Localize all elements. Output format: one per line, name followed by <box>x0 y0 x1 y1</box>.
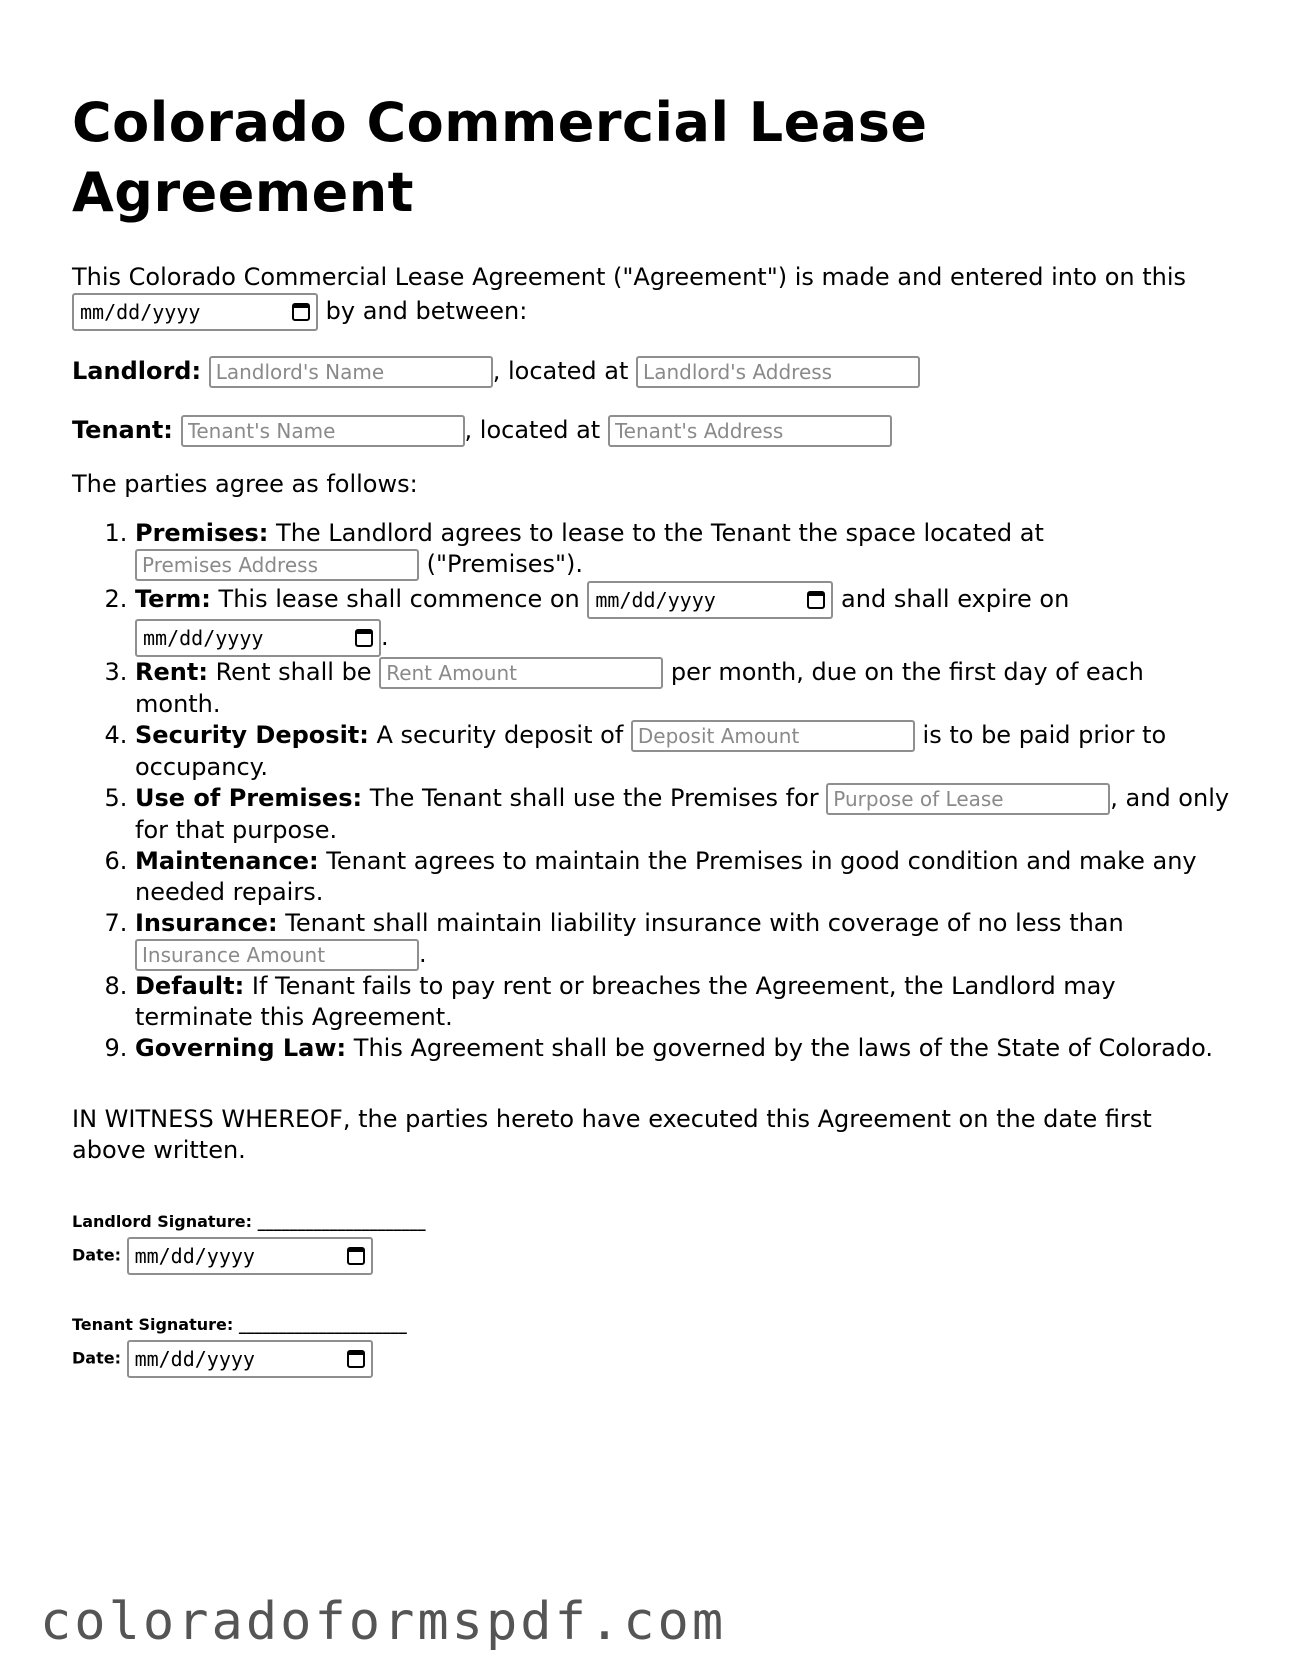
witness-paragraph: IN WITNESS WHEREOF, the parties hereto have executed this Agreement on the date first above written. <box>72 1105 1152 1164</box>
clause-security-deposit: 4. Security Deposit: A security deposit of Deposit Amount is to be paid prior to occupancy. <box>135 720 1232 783</box>
clause-premises: 1. Premises: The Landlord agrees to lease to the Tenant the space located at Premises Address ("Premises"). <box>135 518 1232 581</box>
deposit-amount-input[interactable] <box>631 720 915 752</box>
clause-term: 2. Term: This lease shall commence on mm/dd/yyyy and shall expire on mm/dd/yyyy . <box>135 581 1232 657</box>
clause-insurance: 7. Insurance: Tenant shall maintain liability insurance with coverage of no less than Insurance Amount. <box>135 908 1232 971</box>
premises-address-input[interactable] <box>135 549 419 581</box>
document-page <box>72 0 1232 1378</box>
calendar-icon[interactable] <box>347 1350 365 1368</box>
clause-rent: 3. Rent: Rent shall be Rent Amount per month, due on the first day of each month. <box>135 657 1232 720</box>
purpose-of-lease-input[interactable] <box>826 783 1110 815</box>
agreement-date-input[interactable]: mm/dd/yyyy <box>72 293 318 331</box>
landlord-signature-line: Landlord Signature: _____________________ <box>72 1212 426 1231</box>
intro-text: This Colorado Commercial Lease Agreement ("Agreement") is made and entered into on this <box>72 263 1187 291</box>
term-start-date-input[interactable]: mm/dd/yyyy <box>587 581 833 619</box>
tenant-name-input[interactable] <box>181 415 465 447</box>
page-title: Colorado Commercial Lease Agreement <box>72 91 928 224</box>
intro-paragraph <box>72 262 1232 331</box>
clause-use-of-premises: 5. Use of Premises: The Tenant shall use the Premises for Purpose of Lease , and only for that purpose. <box>135 783 1232 846</box>
calendar-icon[interactable] <box>347 1247 365 1265</box>
tenant-located-text: , located at <box>464 416 601 444</box>
tenant-date-input[interactable]: mm/dd/yyyy <box>127 1340 373 1378</box>
tenant-line <box>72 412 1232 449</box>
landlord-date-row: Date: mm/dd/yyyy <box>72 1237 1232 1275</box>
tenant-signature-block <box>72 1309 1232 1378</box>
footer-watermark: coloradoformspdf.com <box>40 1592 727 1652</box>
rent-amount-input[interactable] <box>379 657 663 689</box>
insurance-amount-input[interactable] <box>135 939 419 971</box>
landlord-located-text: , located at <box>492 357 629 385</box>
landlord-address-input[interactable] <box>636 356 920 388</box>
landlord-date-input[interactable]: mm/dd/yyyy <box>127 1237 373 1275</box>
intro-text-after: by and between: <box>325 297 528 325</box>
tenant-signature-line: Tenant Signature: _____________________ <box>72 1315 407 1334</box>
tenant-date-row: Date: mm/dd/yyyy <box>72 1340 1232 1378</box>
landlord-name-input[interactable] <box>209 356 493 388</box>
landlord-label: Landlord: <box>72 357 202 385</box>
calendar-icon[interactable] <box>292 303 310 321</box>
clause-default: 8. Default: If Tenant fails to pay rent or breaches the Agreement, the Landlord may terminate this Agreement. <box>135 971 1232 1033</box>
calendar-icon[interactable] <box>355 629 373 647</box>
parties-agree-text: The parties agree as follows: <box>72 470 418 498</box>
clause-maintenance: 6. Maintenance: Tenant agrees to maintain the Premises in good condition and make any needed repairs. <box>135 846 1232 908</box>
term-end-date-input[interactable]: mm/dd/yyyy <box>135 619 381 657</box>
landlord-signature-block <box>72 1206 1232 1275</box>
landlord-line <box>72 353 1232 390</box>
clause-governing-law: 9. Governing Law: This Agreement shall be governed by the laws of the State of Colorado. <box>135 1033 1232 1064</box>
tenant-address-input[interactable] <box>608 415 892 447</box>
tenant-label: Tenant: <box>72 416 173 444</box>
clause-list <box>72 518 1232 1064</box>
calendar-icon[interactable] <box>807 591 825 609</box>
